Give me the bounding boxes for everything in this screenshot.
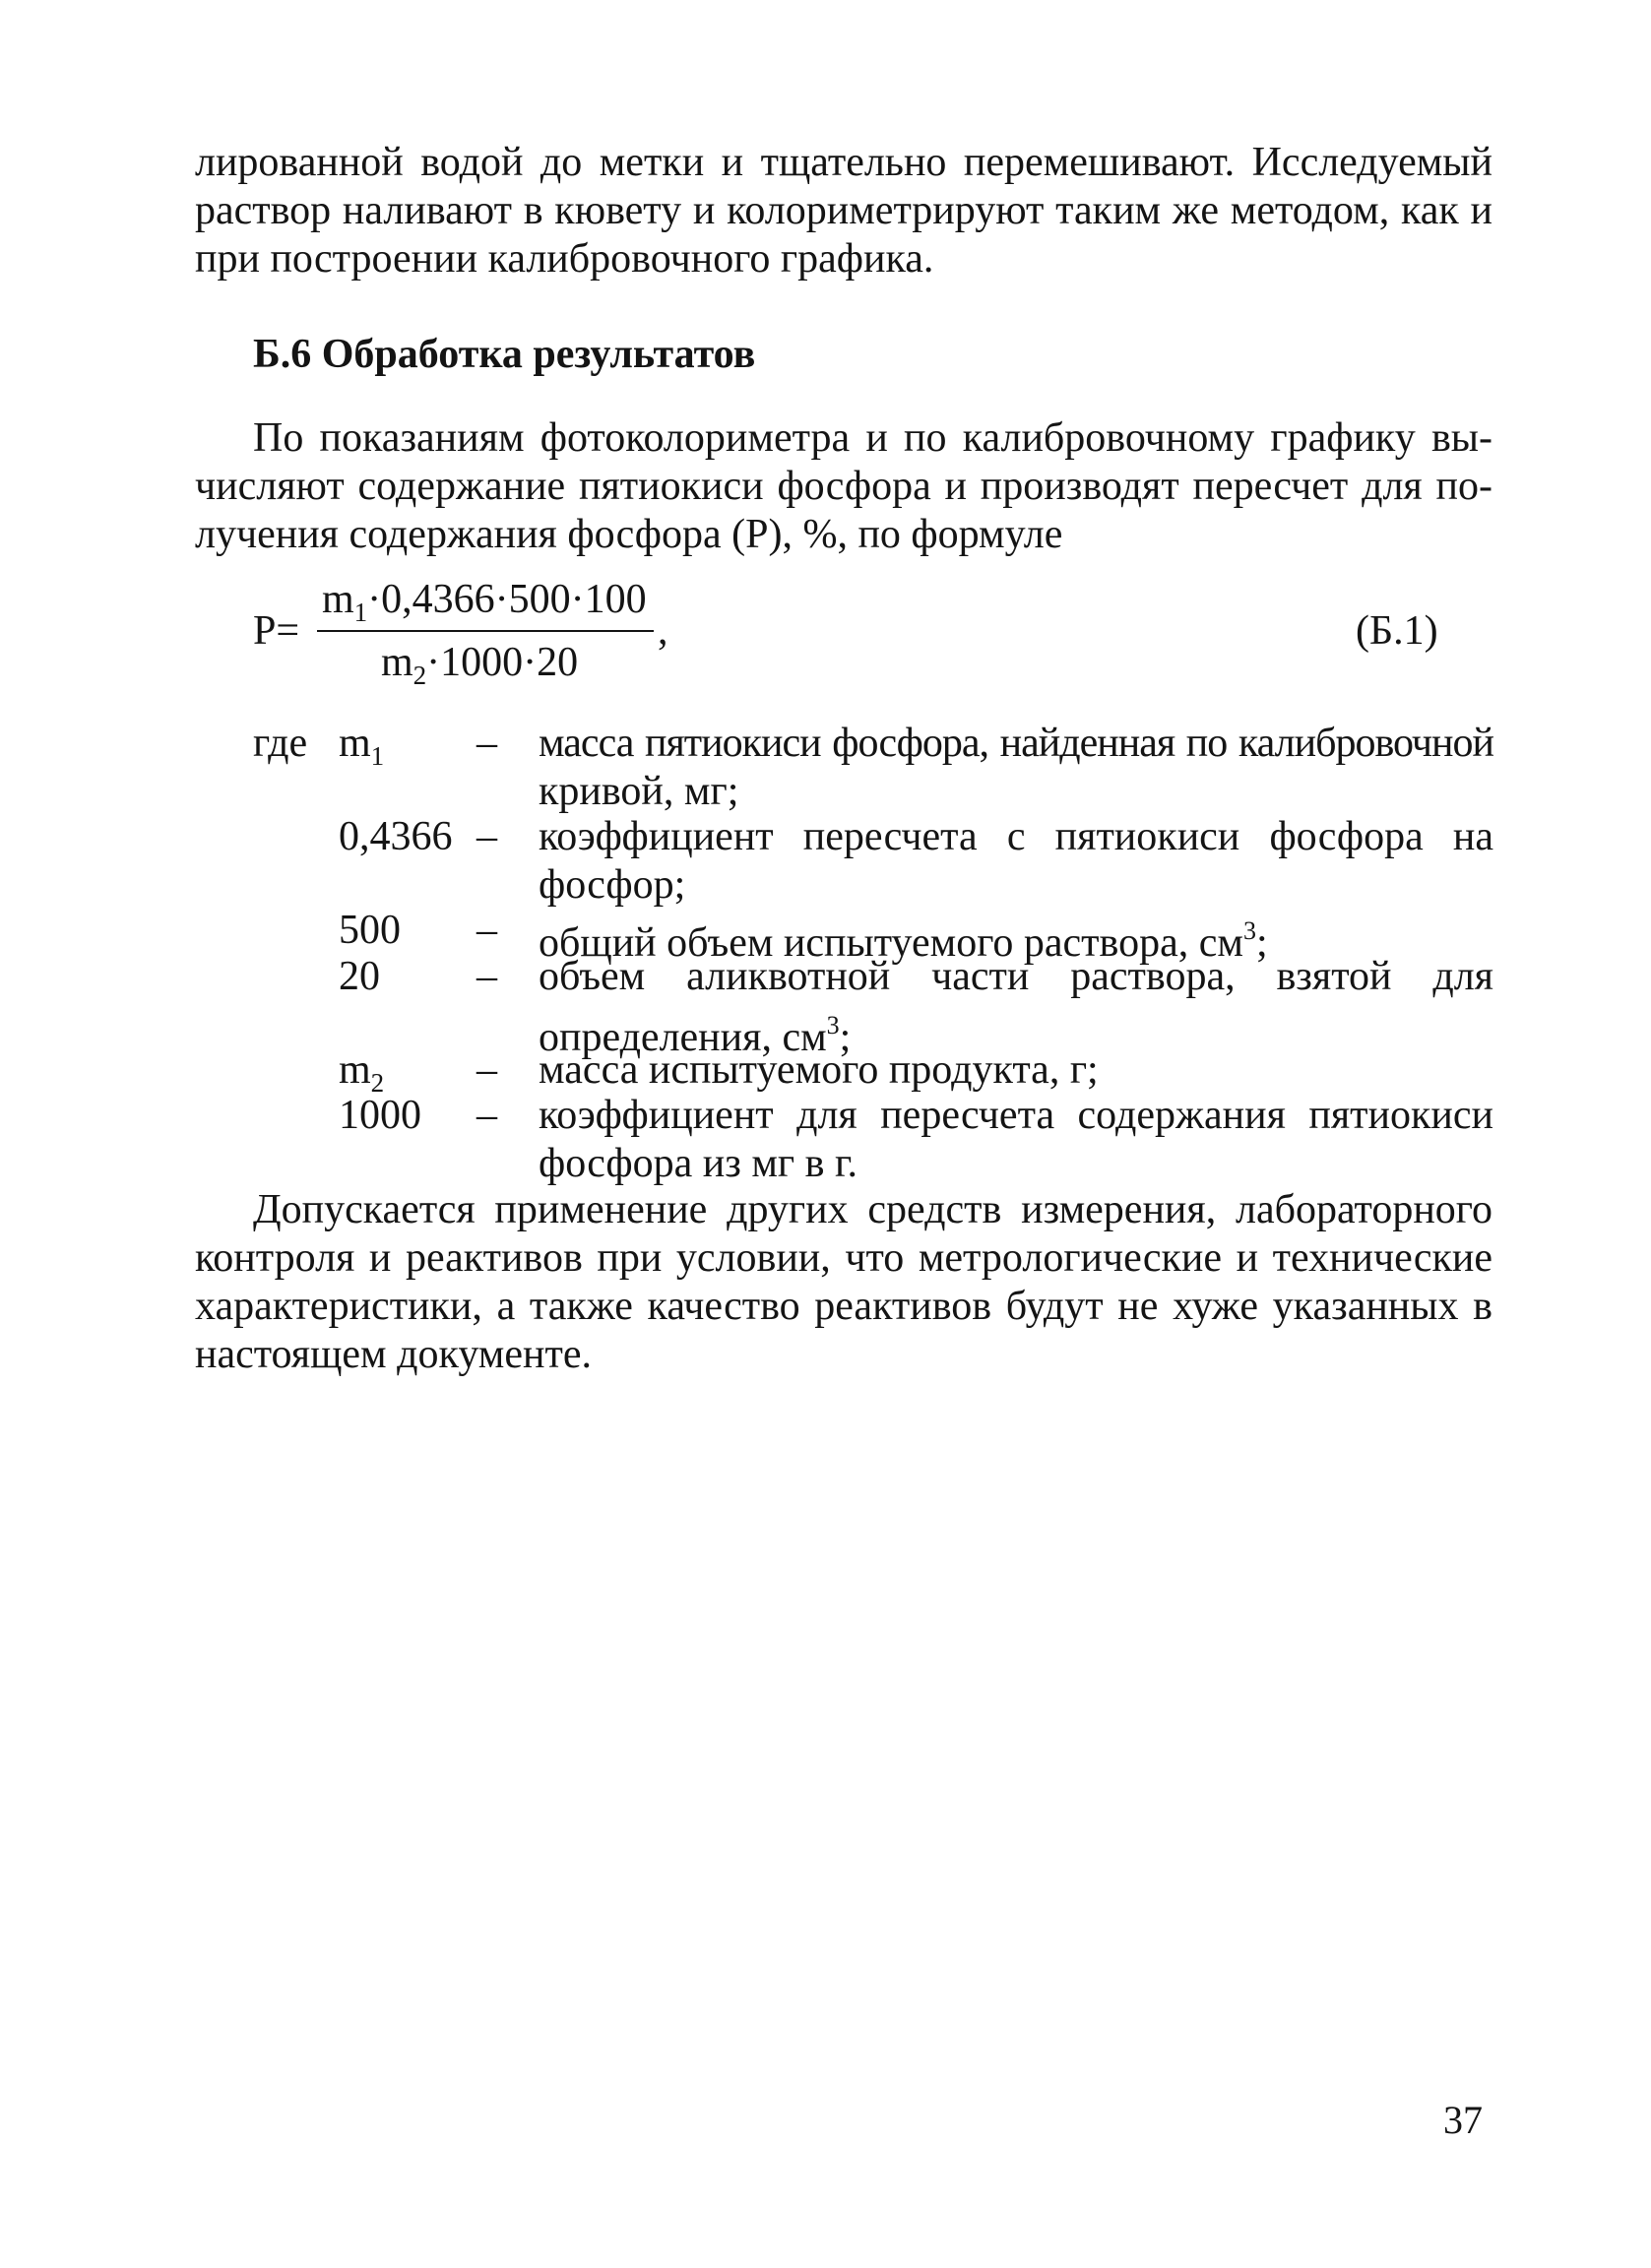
definition-dash: – [476, 908, 497, 953]
definition-text: коэффициент пересчета с пятиокиси фосфора на фосфор; [539, 814, 1493, 908]
calc-line-1: По показаниям фотоколориметра и по калибровочному графику вы- [253, 415, 1492, 461]
definition-text: коэффициент для пересчета содержания пятиокиси фосфора из мг в г. [539, 1093, 1493, 1186]
definition-item [339, 720, 1493, 816]
formula-number: (Б.1) [1356, 608, 1438, 654]
definition-dash: – [476, 1093, 497, 1138]
closing-paragraph [195, 1186, 1492, 1379]
definition-item [339, 907, 1493, 966]
calc-line-3: лучения содержания фосфора (P), %, по формуле [195, 512, 1063, 557]
closing-line-2: контроля и реактивов при условии, что метрологические и технические [195, 1235, 1492, 1281]
definition-dash: – [476, 1047, 497, 1093]
definition-key: 0,4366 [339, 814, 453, 859]
definition-text: объем аликвотной части раствора, взятой для определения, $см^3$; [539, 954, 1493, 1060]
definitions-list [339, 720, 1493, 1186]
formula-comma: , [658, 608, 668, 654]
definition-item [339, 953, 1493, 1060]
closing-line-1: Допускается применение других средств измерения, лабораторного [253, 1187, 1492, 1232]
definition-key: 1000 [339, 1093, 421, 1138]
formula-denominator: $m_2\cdot 1000\cdot 20$ [381, 640, 579, 690]
definition-key: 20 [339, 954, 380, 999]
formula [0, 0, 1651, 709]
definition-text: масса пятиокиси фосфора, найденная по калибровочной кривой, мг; [539, 721, 1493, 814]
definition-key: 500 [339, 908, 401, 953]
definition-item [339, 1046, 1493, 1098]
formula-lhs: P= [253, 608, 300, 654]
definition-item [339, 813, 1493, 910]
definition-text: общий объем испытуемого раствора, $см^3$; [539, 916, 1268, 966]
intro-line-2: раствор наливают в кювету и колориметрируют таким же методом, как и [195, 188, 1492, 233]
definition-key: $m_2$ [339, 1047, 385, 1098]
calc-line-2: числяют содержание пятиокиси фосфора и производят пересчет для по- [195, 464, 1492, 509]
definition-dash: – [476, 954, 497, 999]
fraction-bar [317, 630, 654, 632]
closing-line-4: настоящем документе. [195, 1332, 592, 1377]
page-number: 37 [1443, 2098, 1483, 2142]
closing-line-3: характеристики, а также качество реактивов будут не хуже указанных в [195, 1284, 1492, 1329]
definition-text: масса испытуемого продукта, г; [539, 1047, 1099, 1093]
intro-line-1: лированной водой до метки и тщательно перемешивают. Исследуемый [195, 140, 1492, 185]
intro-line-3: при построении калибровочного графика. [195, 236, 934, 282]
definition-item [339, 1092, 1493, 1188]
definition-dash: – [476, 721, 497, 766]
formula-numerator: $m_1\cdot 0,4366\cdot 500\cdot 100$ [322, 577, 647, 627]
where-word: где [253, 721, 308, 766]
definition-key: $m_1$ [339, 721, 385, 771]
section-heading: Б.6 Обработка результатов [253, 332, 756, 377]
definition-dash: – [476, 814, 497, 859]
